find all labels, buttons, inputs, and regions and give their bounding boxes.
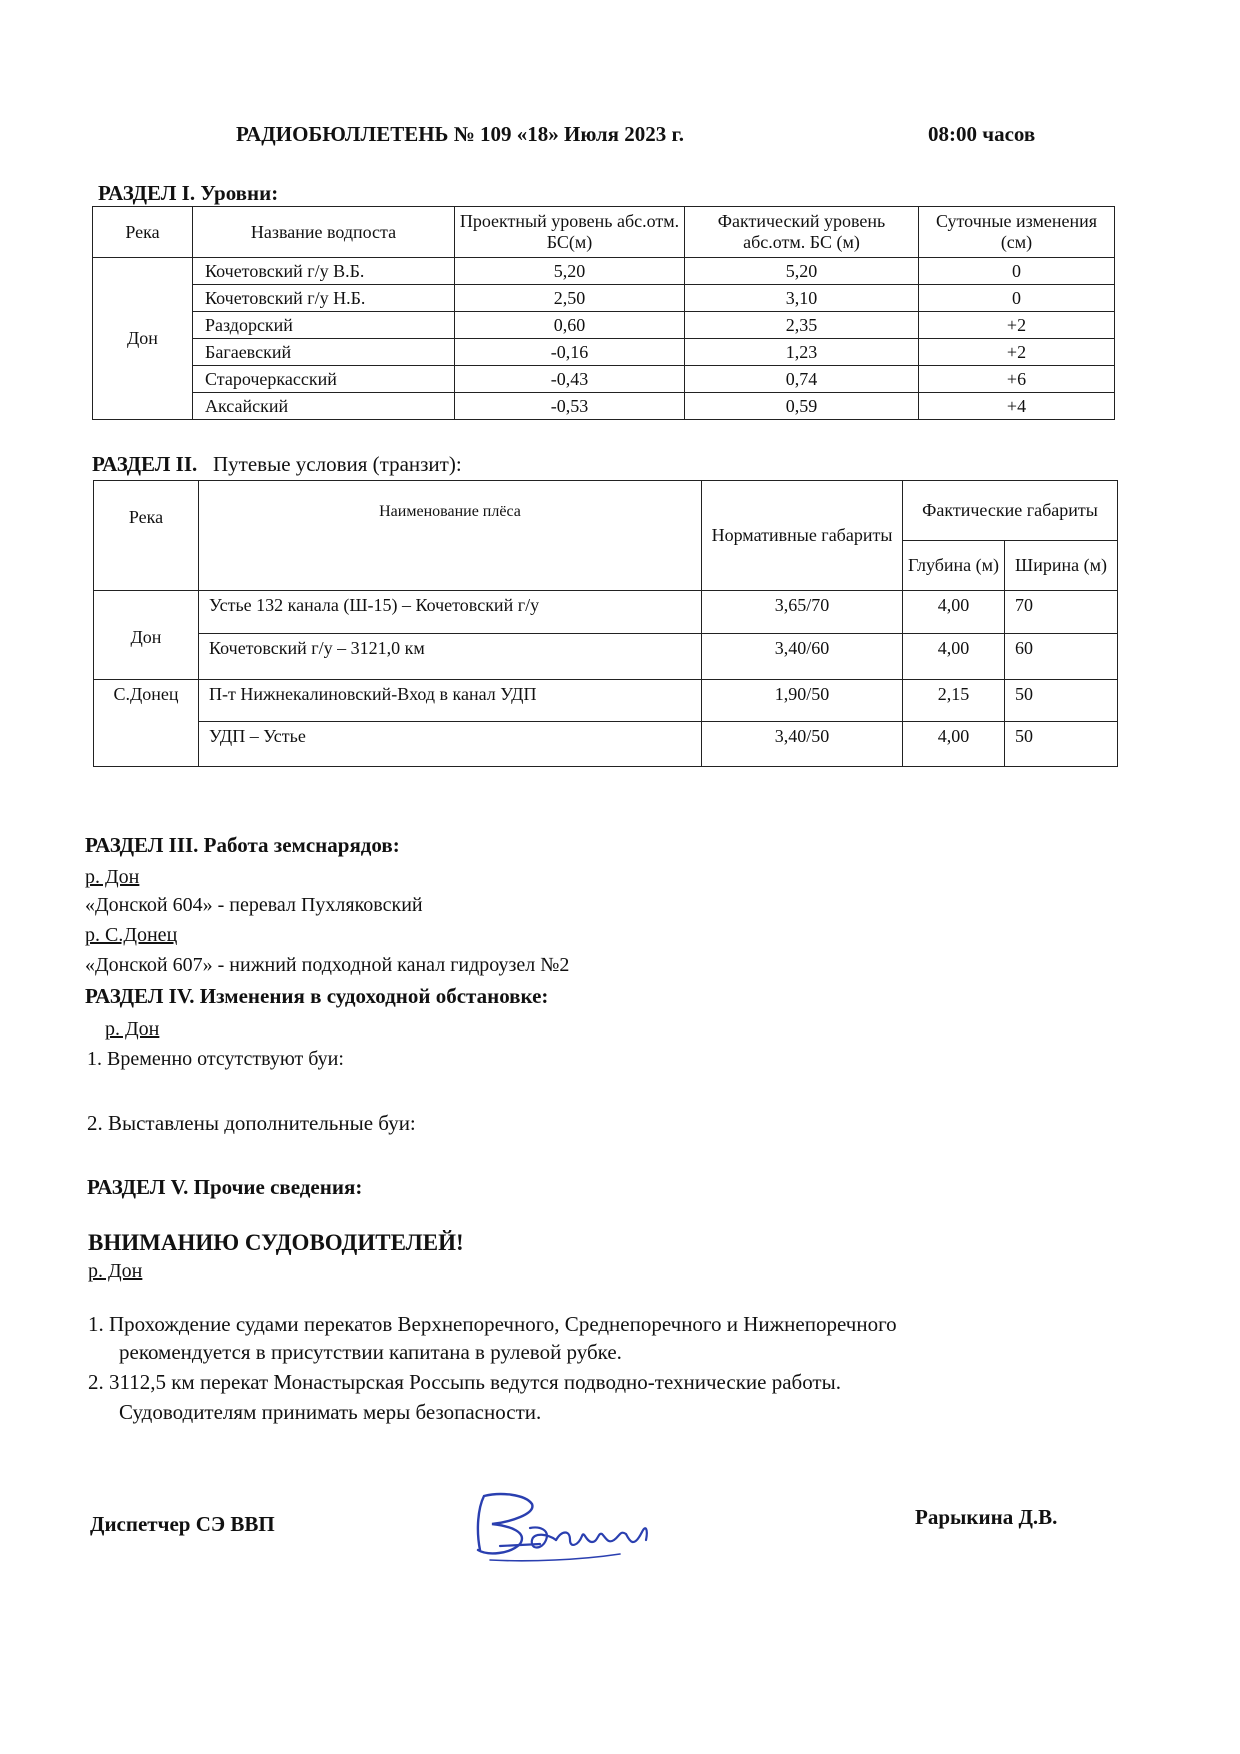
dispatcher-name: Рарыкина Д.В. <box>915 1505 1058 1529</box>
table-row <box>93 285 1115 312</box>
reach-name: П-т Нижнекалиновский-Вход в канал УДП <box>199 680 702 722</box>
actual-width: 50 <box>1005 680 1118 722</box>
col-station: Название водпоста <box>193 207 455 258</box>
table-row <box>93 312 1115 339</box>
actual-depth: 4,00 <box>903 634 1005 680</box>
levels-table <box>92 206 1115 420</box>
attention-item-2-line-2: Судоводителям принимать меры безопасности. <box>119 1400 542 1424</box>
actual-level: 2,35 <box>685 312 919 339</box>
table-row <box>93 393 1115 420</box>
actual-level: 0,74 <box>685 366 919 393</box>
table-row <box>93 339 1115 366</box>
section3-dredger-2: «Донской 607» - нижний подходной канал гидроузел №2 <box>85 954 570 976</box>
col-river: Река <box>93 207 193 258</box>
table-row <box>93 258 1115 285</box>
design-level: 2,50 <box>455 285 685 312</box>
actual-level: 1,23 <box>685 339 919 366</box>
design-level: -0,43 <box>455 366 685 393</box>
section2-heading <box>92 452 462 477</box>
attention-item-1-line-2: рекомендуется в присутствии капитана в рулевой рубке. <box>119 1340 622 1364</box>
actual-width: 70 <box>1005 591 1118 634</box>
table-row <box>94 591 1118 634</box>
dispatcher-role: Диспетчер СЭ ВВП <box>90 1512 275 1536</box>
bulletin-title <box>236 122 1116 147</box>
attention-item-2-line-1: 2. 3112,5 км перекат Монастырская Россыпь ведутся подводно-технические работы. <box>88 1370 841 1394</box>
col-river: Река <box>94 481 199 591</box>
col-actual: Фактические габариты <box>903 481 1118 541</box>
river-cell: Дон <box>94 591 199 680</box>
section4-river: р. Дон <box>105 1018 160 1040</box>
attention-item-1-line-1: 1. Прохождение судами перекатов Верхнепоречного, Среднепоречного и Нижнепоречного <box>88 1312 897 1336</box>
station-name: Багаевский <box>193 339 455 366</box>
col-actual-level: Фактический уровень абс.отм. БС (м) <box>685 207 919 258</box>
daily-change: +6 <box>919 366 1115 393</box>
normative-dims: 1,90/50 <box>702 680 903 722</box>
section2-heading-number: РАЗДЕЛ II. <box>92 452 198 476</box>
section4-item-2: 2. Выставлены дополнительные буи: <box>87 1111 416 1135</box>
daily-change: +2 <box>919 339 1115 366</box>
actual-level: 0,59 <box>685 393 919 420</box>
section5-heading: РАЗДЕЛ V. Прочие сведения: <box>87 1175 363 1199</box>
daily-change: 0 <box>919 285 1115 312</box>
actual-depth: 4,00 <box>903 722 1005 767</box>
section4-item-1: 1. Временно отсутствуют буи: <box>87 1048 344 1070</box>
col-reach-name: Наименование плёса <box>199 481 702 591</box>
daily-change: +4 <box>919 393 1115 420</box>
col-design-level: Проектный уровень абс.отм. БС(м) <box>455 207 685 258</box>
section3-river-don: р. Дон <box>85 866 140 888</box>
col-width: Ширина (м) <box>1005 541 1118 591</box>
table-row <box>94 722 1118 767</box>
reach-name: УДП – Устье <box>199 722 702 767</box>
table-row <box>94 680 1118 722</box>
actual-level: 5,20 <box>685 258 919 285</box>
route-conditions-table <box>93 480 1118 767</box>
section2-heading-text: Путевые условия (транзит): <box>213 452 462 476</box>
actual-depth: 4,00 <box>903 591 1005 634</box>
river-cell: С.Донец <box>94 680 199 767</box>
design-level: -0,16 <box>455 339 685 366</box>
section4-heading: РАЗДЕЛ IV. Изменения в судоходной обстановке: <box>85 984 549 1008</box>
levels-header-row <box>93 207 1115 258</box>
col-normative: Нормативные габариты <box>702 481 903 591</box>
normative-dims: 3,40/60 <box>702 634 903 680</box>
section3-river-sdonets: р. С.Донец <box>85 924 178 946</box>
attention-heading: ВНИМАНИЮ СУДОВОДИТЕЛЕЙ! <box>88 1230 464 1255</box>
table-row <box>93 366 1115 393</box>
station-name: Кочетовский г/у Н.Б. <box>193 285 455 312</box>
actual-width: 50 <box>1005 722 1118 767</box>
river-cell: Дон <box>93 258 193 420</box>
station-name: Аксайский <box>193 393 455 420</box>
reach-name: Устье 132 канала (Ш-15) – Кочетовский г/у <box>199 591 702 634</box>
section1-heading: РАЗДЕЛ I. Уровни: <box>98 181 279 205</box>
bulletin-time: 08:00 часов <box>928 122 1036 146</box>
actual-width: 60 <box>1005 634 1118 680</box>
daily-change: 0 <box>919 258 1115 285</box>
signature <box>470 1490 670 1570</box>
design-level: -0,53 <box>455 393 685 420</box>
normative-dims: 3,40/50 <box>702 722 903 767</box>
section3-heading: РАЗДЕЛ III. Работа земснарядов: <box>85 833 400 857</box>
actual-depth: 2,15 <box>903 680 1005 722</box>
col-depth: Глубина (м) <box>903 541 1005 591</box>
design-level: 5,20 <box>455 258 685 285</box>
route-header-row <box>94 481 1118 541</box>
bulletin-number-date: РАДИОБЮЛЛЕТЕНЬ № 109 «18» Июля 2023 г. <box>236 122 684 146</box>
station-name: Старочеркасский <box>193 366 455 393</box>
reach-name: Кочетовский г/у – 3121,0 км <box>199 634 702 680</box>
design-level: 0,60 <box>455 312 685 339</box>
attention-river: р. Дон <box>88 1260 143 1282</box>
col-daily-change: Суточные изменения (см) <box>919 207 1115 258</box>
station-name: Раздорский <box>193 312 455 339</box>
table-row <box>94 634 1118 680</box>
section3-dredger-1: «Донской 604» - перевал Пухляковский <box>85 894 423 916</box>
normative-dims: 3,65/70 <box>702 591 903 634</box>
station-name: Кочетовский г/у В.Б. <box>193 258 455 285</box>
actual-level: 3,10 <box>685 285 919 312</box>
daily-change: +2 <box>919 312 1115 339</box>
